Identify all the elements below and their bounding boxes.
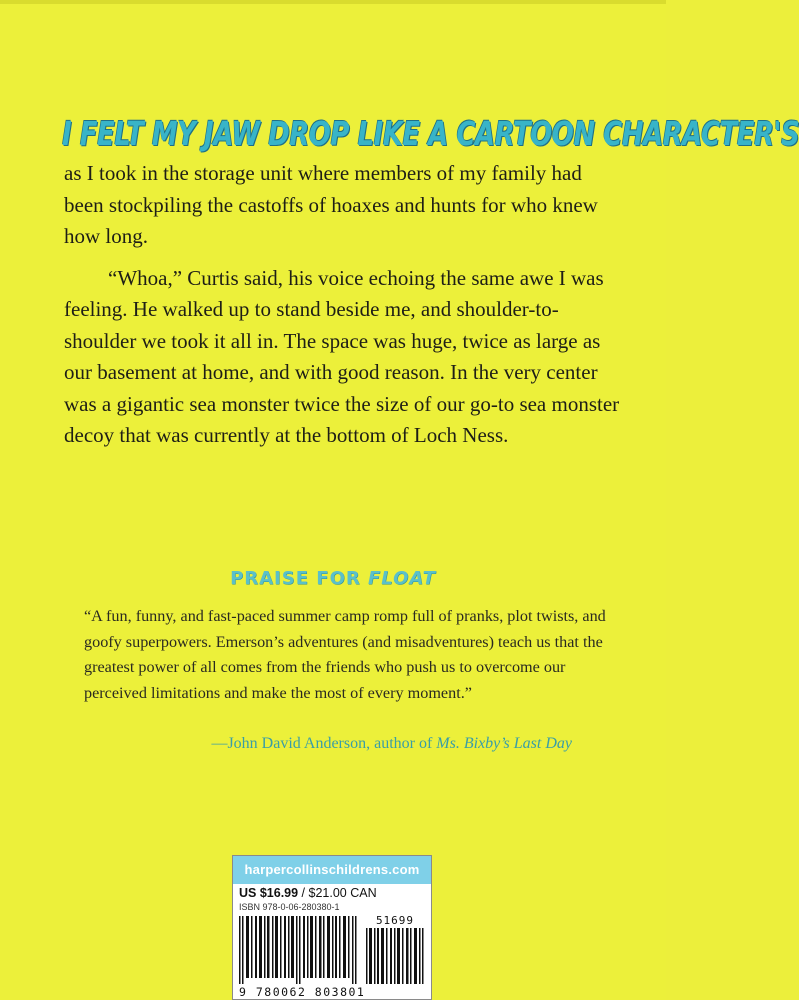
excerpt-body (64, 158, 620, 452)
attribution-author: —John David Anderson, author of (211, 735, 437, 752)
publisher-website: harpercollinschildrens.com (233, 856, 431, 884)
addon-barcode-icon (365, 928, 425, 984)
excerpt-paragraph: “Whoa,” Curtis said, his voice echoing the same awe I was feeling. He walked up to stand beside me, and shoulder-to-shoulder we took it all in. The space was huge, twice as large as our basement at home, and with good reason. In the very center was a gigantic sea monster twice the size of our go-to sea monster decoy that was currently at the bottom of Loch Ness. (64, 265, 620, 447)
praise-heading (0, 568, 666, 589)
cover-edge (0, 0, 666, 4)
praise-heading-title: FLOAT (368, 568, 436, 589)
barcode-icon (237, 916, 359, 984)
attribution-book: Ms. Bixby’s Last Day (436, 735, 572, 752)
price-can: / $21.00 CAN (298, 886, 377, 900)
praise-quote: “A fun, funny, and fast-paced summer camp romp full of pranks, plot twists, and goofy superpowers. Emerson’s adventures (and misadventures) teach us that the greatest power of all comes from the friends who push us to overcome our perceived limitations and make the most of every moment.” (84, 607, 606, 702)
isbn-label: ISBN 978-0-06-280380-1 (239, 902, 340, 912)
addon-code: 51699 (375, 914, 415, 927)
excerpt-paragraph: as I took in the storage unit where members of my family had been stockpiling the castoffs of hoaxes and hunts for who knew how long. (64, 161, 598, 248)
price-label (239, 886, 377, 900)
praise-attribution (211, 735, 572, 753)
excerpt-headline: I FELT MY JAW DROP LIKE A CARTOON CHARACTER'S (62, 116, 799, 154)
price-barcode-sticker (232, 855, 432, 1000)
praise-heading-prefix: PRAISE FOR (230, 568, 368, 589)
barcode-digits: 9 780062 803801 (239, 985, 366, 999)
price-us: US $16.99 (239, 886, 299, 900)
